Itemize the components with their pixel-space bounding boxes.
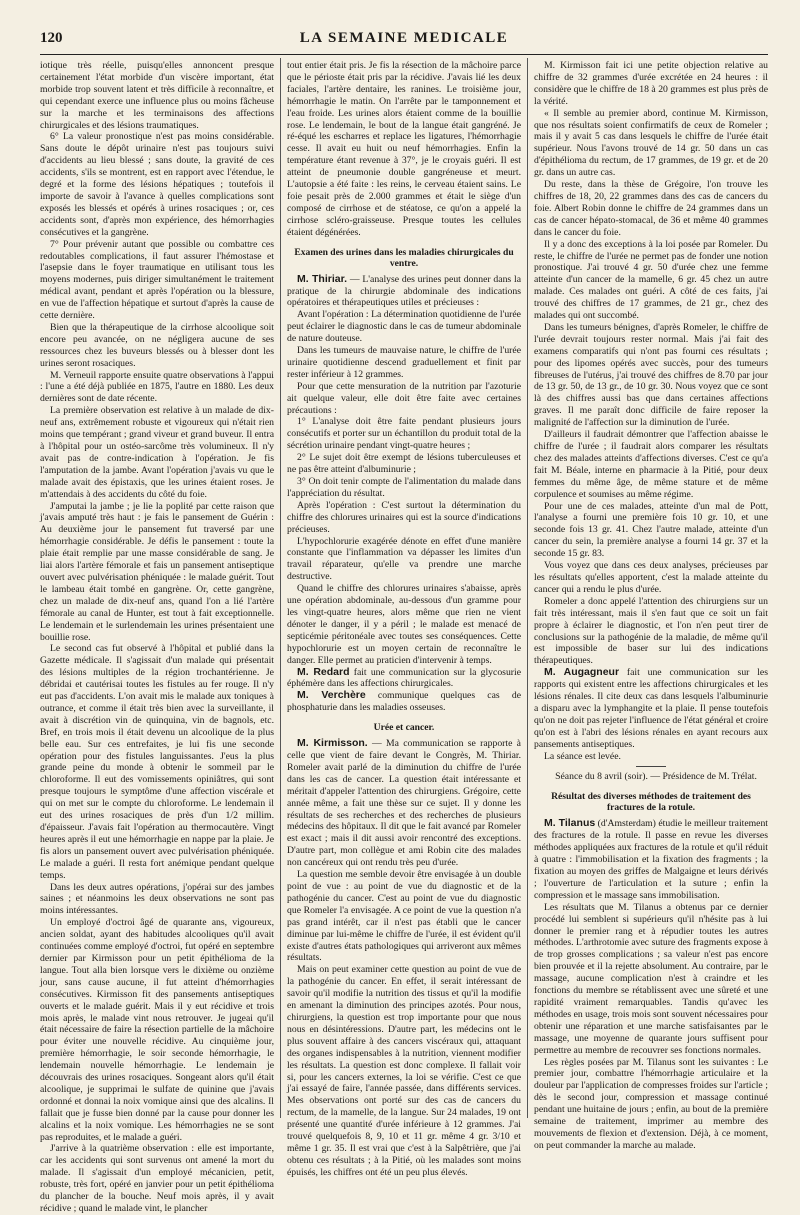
- paragraph: Vous voyez que dans ces deux analyses, précieuses par les résultats qu'elles apportent, c'est la malade atteinte du cancer qui a rendu le plus d'urée.: [534, 560, 768, 595]
- paragraph: tout entier était pris. Je fis la résection de la mâchoire parce que le périoste était pris par la récidive. J'avais lié les deux faciales, l'artère dentaire, les ranines. Le troisième jour, hémorrhagie le matin. On l'arrête par le tamponnement et l'eau froide. Les urines alors étaient comme de la bouillie rose. Le lendemain, le bout de la langue était gangréné. Je ré-équé les escharres et replace les ligatures, l'hémorrhagie cesse. Il avait eu huit ou neuf hémorrhagies. Enfin la température étant revenue à 37°, je le croyais guéri. Il est atteint de pneumonie double gangréneuse et meurt. L'autopsie a été faite : les reins, le cerveau étaient sains. Le foie pesait près de 2.000 grammes et était le siège d'un composé de cirrhose et de stéatose, ce qu'on a appelé la cirrhose scléro-graisseuse. Presque toutes les cellules étaient dégénérées.: [287, 60, 521, 238]
- speaker-name: M. Augagneur: [544, 666, 620, 679]
- paragraph: Dans les tumeurs bénignes, d'après Romeler, le chiffre de l'urée devrait toujours rester normal. Mais j'ai fait des examens comparatifs qui n'ont pas fourni ces résultats ; pour des lipomes opérés avec succès, pour des tumeurs fibreuses de l'utérus, j'ai trouvé des chiffres de 8.70 par jour de 13 gr. 50, de 13 gr., de 10 gr. 30. Nous voyez que ce sont là des chiffres aussi bas que dans certaines affections graves. Il me paraît donc difficile de faire reposer la malignité de l'affection sur la diminution de l'urée.: [534, 321, 768, 429]
- paragraph: Avant l'opération : La détermination quotidienne de l'urée peut éclairer le diagnostic dans le cas de tumeur abdominale de nature douteuse.: [287, 309, 521, 345]
- paragraph: Les règles posées par M. Tilanus sont les suivantes : Le premier jour, combattre l'hémorrhagie articulaire et la douleur par l'application de compresses froides sur l'article ; dès le second jour, compression et massage continué pendant une huitaine de jours ; enfin, au bout de la première semaine de traitement, imprimer au membre des mouvements de flexion et d'extension. Déjà, à ce moment, on peut commander la marche au malade.: [534, 1056, 768, 1151]
- paragraph: iotique très réelle, puisqu'elles annoncent presque certainement l'état morbide d'un viscère important, état morbide trop souvent latent et très difficile à reconnaître, et qui cependant exerce une influence plus ou moins fâcheuse sur la marche et les terminaisons des affections chirurgicales et des lésions traumatiques.: [40, 60, 274, 131]
- paragraph: J'amputai la jambe ; je lie la poplité par cette raison que j'avais amputé très haut : je fais le pansement de Guérin : Au deuxième jour le pansement fut traversé par une hémorrhagie considérable. Je défis le pansement : toute la plaie était remplie par une masse considérable de sang. Je liai alors l'artère fémorale et fais un pansement antiseptique ouvert avec pulvérisation phéniquée : le malade guérit. Tout le lambeau était tombé en gangrène. Or, cette gangrène, chez un malade de dix-neuf ans, quand l'on a lié l'artère fémorale au canal de Hunter, est tout à fait exceptionnelle. Le lendemain et le surlendemain les urines présentaient une bouillie rose.: [40, 500, 274, 643]
- paragraph: Mais on peut examiner cette question au point de vue de la pathogénie du cancer. En effet, il serait intéressant de savoir qu'il modifie la nutrition des tissus et qu'il la modifie en amenant la diminution des principes azotés. Pour nous, chirurgiens, la question est trop importante pour que nous nous en désintéressions. D'autre part, les médecins ont le plus souvent affaire à des cancers viscéraux qui, attaquant des organes indispensables à la nutrition, viennent modifier les résultats. La question est donc complexe. Il fallait voir si, pour les cancers externes, la loi se vérifie. C'est ce que j'ai essayé de faire, l'année passée, dans différents services. Mes observations ont porté sur des cas de cancers du rectum, de la mamelle, de la langue. Sur 24 malades, 19 ont présenté une quantité d'urée inférieure à 12 grammes. J'ai trouvé quelquefois 8, 9, 10 et 11 gr. même 4 gr. 3/10 et même 1 gr. 35. Il est vrai que c'est à la Salpêtrière, que j'ai obtenu ces résultats ; à la Pitié, où les malades sont moins épuisés, les chiffres ont été un peu plus élevés.: [287, 964, 521, 1178]
- paragraph: Après l'opération : C'est surtout la détermination du chiffre des chlorures urinaires qui est la source d'indications précieuses.: [287, 499, 521, 535]
- speaker-name: M. Verchère: [297, 689, 366, 702]
- section-heading: Examen des urines dans les maladies chirurgicales du ventre.: [294, 246, 514, 269]
- column-middle: [287, 60, 522, 1178]
- paragraph-text: — Ma communication se rapporte à celle que vient de faire devant le Congrès, M. Thiriar. Romeler avait parlé de la diminution du chiffre de l'urée dans les cas de cancer. La question était intéressante et méritait d'appeler l'attention des chirurgiens. Grégoire, cette année même, a fait une thèse sur ce sujet. Il y donne les résultats de ses recherches et des recherches de plusieurs médecins des hôpitaux. Il dit que le fait avancé par Romeler est exact ; mais il dit aussi avoir rencontré des exceptions. D'autre part, mon collègue et ami Robin cite des malades non cancéreux qui ont rendu très peu d'urée.: [287, 738, 521, 869]
- paragraph: Bien que la thérapeutique de la cirrhose alcoolique soit encore peu avancée, on ne négligera aucune de ses ressources chez les buveurs blessés ou à blesser dont les urines seront rosaciques.: [40, 321, 274, 369]
- paragraph-text: fait une communication sur la glycosurie éphémère dans les affections chirurgicales.: [287, 666, 521, 690]
- paragraph: Romeler a donc appelé l'attention des chirurgiens sur un fait très intéressant, mais il s'en faut que ce soit un fait propre à éclairer le diagnostic, et l'on n'en peut tirer de conclusions sur la pathogénie de la maladie, de même qu'il est impossible de baser sur lui des indications thérapeutiques.: [534, 595, 768, 667]
- speaker-name: M. Thiriar.: [297, 272, 348, 285]
- paragraph: J'arrive à la quatrième observation : elle est importante, car les accidents qui sont survenus ont amené la mort du malade. Il s'agissait d'un employé mécanicien, petit, robuste, très fort, opéré en janvier pour un petit épithélioma du plancher de la bouche. Neuf mois après, il y avait récidive ; quand le malade vint, le plancher: [40, 1143, 274, 1214]
- session-line: Séance du 8 avril (soir). — Présidence de M. Trélat.: [555, 771, 757, 783]
- paragraph: Un employé d'octroi âgé de quarante ans, vigoureux, ancien soldat, ayant des habitudes alcooliques qu'il avait continuées comme employé d'octroi, fut opéré en septembre dernier par Kirmisson pour un petit épithélioma de la langue. Tout alla bien lorsque vers le dixième ou onzième jour, sans cause aucune, il fut atteint d'hémorrhagies consécutives. Kirmisson fit des pansements antiseptiques ouverts et le malade guérit. Mais il y eut récidive et trois mois après, le malade vint nous retrouver. Je jugeai qu'il était nécessaire de faire la résection partielle de la mâchoire pour éviter une nouvelle récidive. Au cinquième jour, première hémorrhagie, le soir seconde hémorrhagie, le lendemain nouvelle hémorrhagie. Le lendemain je découvrais des urines rosaciques. Songeant alors qu'il était alcoolique, je supprimai le sulfate de quinine que j'avais ordonné et donnai la noix vomique ainsi que des alcalins. Il fallait que je fusse bien donné par la cause pour donner les alcalins et la noix vomique. Les hémorrhagies ne se sont pas reproduites, et le malade a guéri.: [40, 917, 274, 1143]
- paragraph: Dans les deux autres opérations, j'opérai sur des jambes saines ; et néanmoins les deux observations ne sont pas moins intéressantes.: [40, 881, 274, 917]
- paragraph-text: — L'analyse des urines peut donner dans la pratique de la chirurgie abdominale des indications opératoires et thérapeutiques utiles et précieuses :: [287, 273, 522, 309]
- paragraph: La question me semble devoir être envisagée à un double point de vue : au point de vue du diagnostic et de la pathogénie du cancer. C'est au point de vue du diagnostic que Romeler l'a envisagée. A ce point de vue la question n'a pas grand intérêt, car il n'est pas établi que le cancer diminue par lui-même le chiffre de l'urée, il est évident qu'il existe d'autres états pathologiques qui arriveront aux mêmes résultats.: [287, 869, 521, 964]
- paragraph: Dans les tumeurs de mauvaise nature, le chiffre de l'urée urinaire quotidienne descend graduellement et finit par rester inférieur à 12 grammes.: [287, 345, 521, 380]
- speaker-name: M. Redard: [297, 665, 350, 678]
- paragraph: 6° La valeur pronostique n'est pas moins considérable. Sans doute le dépôt urinaire n'est pas toujours suivi d'accidents au lieu blessé ; sans doute, la gravité de ces accidents, s'ils se montrent, est en rapport avec l'étendue, le degré et la forme des lésions hépatiques ; toutefois il importe de savoir à l'avance à quelles complications sont exposés les blessés et opérés à urines rosaciques ; or, ces accidents sont, d'après mon expérience, des hémorrhagies consécutives et la gangrène.: [40, 131, 274, 238]
- paragraph-text: fait une communication sur les rapports qui existent entre les affections chirurgicales et les lésions rénales. Il cite deux cas dans lesquels l'albuminurie a disparu avec la lymphangite et la plaie. Il pense toutefois qu'on ne doit pas rejeter l'influence de l'état général et croire qu'on est à l'abri des lésions rénales en ayant recours aux pansements antiseptiques.: [534, 667, 768, 750]
- section-heading: Urée et cancer.: [373, 722, 435, 734]
- page-number: 120: [40, 30, 63, 46]
- paragraph: 1° L'analyse doit être faite pendant plusieurs jours consécutifs et porter sur un échantillon du produit total de la sécrétion urinaire pendant vingt-quatre heures ;: [287, 416, 521, 452]
- header-rule: [40, 54, 768, 55]
- paragraph: Quand le chiffre des chlorures urinaires s'abaisse, après une opération abdominale, au-dessous d'un gramme pour les vingt-quatre heures, alors même que rien ne vient dénoter le danger, il y a péril ; le malade est menacé de septicémie péritonéale avec toutes ses conséquences. Cette hypochlorurie est un moyen certain de reconnaître le danger. Elle permet au praticien d'intervenir à temps.: [287, 583, 521, 666]
- paragraph: Du reste, dans la thèse de Grégoire, l'on trouve les chiffres de 18, 20, 22 grammes dans des cas de cancers du foie. Albert Robin donne le chiffre de 24 grammes dans un cas de cancer hépato-stomacal, de 36 et même 40 grammes dans le cancer du foie.: [534, 179, 768, 238]
- paragraph: Il y a donc des exceptions à la loi posée par Romeler. Du reste, le chiffre de l'urée ne permet pas de fonder une notion pronostique. J'ai trouvé 4 gr. 50 d'urée chez une femme atteinte d'un cancer de la mamelle, 6 gr. 45 chez un autre malade. Ces malades ont guéri. A côté de ces faits, j'ai trouvé des chiffres de 17 grammes, de 21 gr., chez des malades qui ont succombé.: [534, 238, 768, 322]
- paragraph: 7° Pour prévenir autant que possible ou combattre ces redoutables complications, il faut assurer l'hémostase et l'asepsie dans le foyer traumatique en utilisant tous les moyens modernes, puis diriger simultanément le traitement médical avant, pendant et après l'opération ou la blessure, en vue de l'affection hépatique et surtout d'après la cause de cette dernière.: [40, 238, 274, 322]
- paragraph: Le second cas fut observé à l'hôpital et publié dans la Gazette médicale. Il s'agissait d'un malade qui présentait des lésions multiples de la région trochantérienne. Je débridai et cautérisai toutes les fistules au fer rouge. Il n'y eut pas d'accidents. L'on avait mis le malade aux toniques à outrance, et comme il était très bien avec la surveillante, il avait à discrétion vin de quinquina, vin de bagnols, etc. Bref, en trois mois il était devenu un alcoolique de la plus belle eau. Sur ces entrefaites, je lui fis une seconde opération pour des fistules languissantes. J'eus la plus grande peine du monde à obtenir le sommeil par le chloroforme. Il eut des vomissements opiniâtres, qui sont presque toujours le symptôme d'une affection viscérale et qui on met sur le compte du chloroforme. Le lendemain il eut des urines rosaciques de près d'un 1/2 millim. d'épaisseur. J'avais fait l'opération au thermocautère. Vingt heures après il eut une hémorrhagie en nappe par la plaie. Je fis alors un pansement ouvert avec pulvérisation phéniquée. Le malade a guéri. Il resta fort anémique pendant quelque temps.: [40, 643, 274, 881]
- paragraph-text: communique quelques cas de phosphaturie dans les maladies osseuses.: [287, 690, 521, 714]
- paragraph: M. Kirmisson fait ici une petite objection relative au chiffre de 32 grammes d'urée excrétée en 24 heures : il considère que le chiffre de 18 à 20 grammes est plus près de la vérité.: [534, 60, 768, 107]
- column-right: [534, 60, 768, 1151]
- section-separator: [636, 766, 666, 767]
- section-heading: Résultat des diverses méthodes de traitement des fractures de la rotule.: [551, 791, 751, 814]
- journal-title: LA SEMAINE MEDICALE: [299, 30, 509, 46]
- paragraph: 2° Le sujet doit être exempt de lésions tuberculeuses et ne pas être atteint d'albuminurie ;: [287, 452, 521, 476]
- paragraph: 3° On doit tenir compte de l'alimentation du malade dans l'appréciation du résultat.: [287, 476, 521, 499]
- paragraph: Pour que cette mensuration de la nutrition par l'azoturie ait quelque valeur, elle doit être faite avec certaines précautions :: [287, 380, 521, 416]
- column-left: [40, 60, 274, 1214]
- paragraph: L'hypochlorurie exagérée dénote en effet d'une manière constante que l'inflammation va dépasser les limites d'un travail réparateur, qu'elle va prendre une marche destructive.: [287, 535, 521, 583]
- paragraph: Les résultats que M. Tilanus a obtenus par ce dernier procédé lui semblent si supérieurs qu'il n'hésite pas à lui donner le premier rang et à répudier toutes les autres méthodes. L'arthrotomie avec suture des fragments expose à de trop grosses complications ; sa valeur n'est pas encore bien prouvée et il la rejette absolument. Au contraire, par le massage, aucune complication n'est à craindre et les fonctions du membre se rétablissent avec une sûreté et une rapidité vraiment remarquables. Tandis qu'avec les méthodes en usage, trois mois sont souvent nécessaires pour obtenir une réparation et une marche satisfaisantes par le massage, une moyenne de quarante jours suffisent pour permettre au membre de recouvrer ses fonctions normales.: [534, 901, 768, 1056]
- paragraph: « Il semble au premier abord, continue M. Kirmisson, que nos résultats soient confirmatifs de ceux de Romeler ; mais il y avait 5 cas dans lesquels le chiffre de l'urée était supérieur. Nous l'avons trouvé de 14 gr. 50 dans un cas d'épithélioma du rectum, de 17 grammes, de 19 gr. et de 20 gr. dans un autre cas.: [534, 107, 768, 179]
- paragraph-text: (d'Amsterdam) étudie le meilleur traitement des fractures de la rotule. Il passe en revue les diverses méthodes appliquées aux fractures de la rotule et qu'il réduit à quatre : l'immobilisation et la fixation des fragments ; la fixation au moyen des griffes de Malgaigne et leurs dérivés ; l'ouverture de l'articulation et la suture ; enfin la compression et le massage sans immobilisation.: [534, 818, 768, 901]
- paragraph: Pour une de ces malades, atteinte d'un mal de Pott, l'analyse a fourni une première fois 10 gr. 10, et une seconde fois 13 gr. 41. Chez l'autre malade, atteinte d'un cancer du sein, la première analyse a fourni 14 gr. 37 et la seconde 15 gr. 83.: [534, 500, 768, 560]
- speaker-name: M. Kirmisson.: [297, 737, 368, 750]
- paragraph: La séance est levée.: [544, 750, 621, 762]
- page-header: [40, 30, 768, 52]
- column-divider: [527, 58, 528, 1118]
- column-divider: [280, 58, 281, 1118]
- paragraph: M. Verneuil rapporte ensuite quatre observations à l'appui : l'une a été déjà publiée en 1875, l'autre en 1880. Les deux dernières sont de date récente.: [40, 369, 274, 405]
- paragraph: La première observation est relative à un malade de dix-neuf ans, extrêmement robuste et vigoureux qui n'était rien moins que tempérant ; grand viveur et grand buveur. Il entra à l'hôpital pour un ostéo-sarcôme très volumineux. Il n'y avait pas de contre-indication à l'opération. Je fis l'amputation de la jambe. Avant l'opération j'avais vu que le malade avait des épistaxis, que les urines étaient roses. Je m'attendais à des accidents du côté du foie.: [40, 405, 274, 500]
- speaker-name: M. Tilanus: [544, 817, 596, 830]
- paragraph: D'ailleurs il faudrait démontrer que l'affection abaisse le chiffre de l'urée ; il faudrait alors comparer les résultats chez des malades atteints d'affections diverses. C'est ce qu'a fait M. Béale, interne en pharmacie à la Pitié, pour deux femmes du même âge, de même stature et de même corpulence et soumises au même régime.: [534, 429, 768, 500]
